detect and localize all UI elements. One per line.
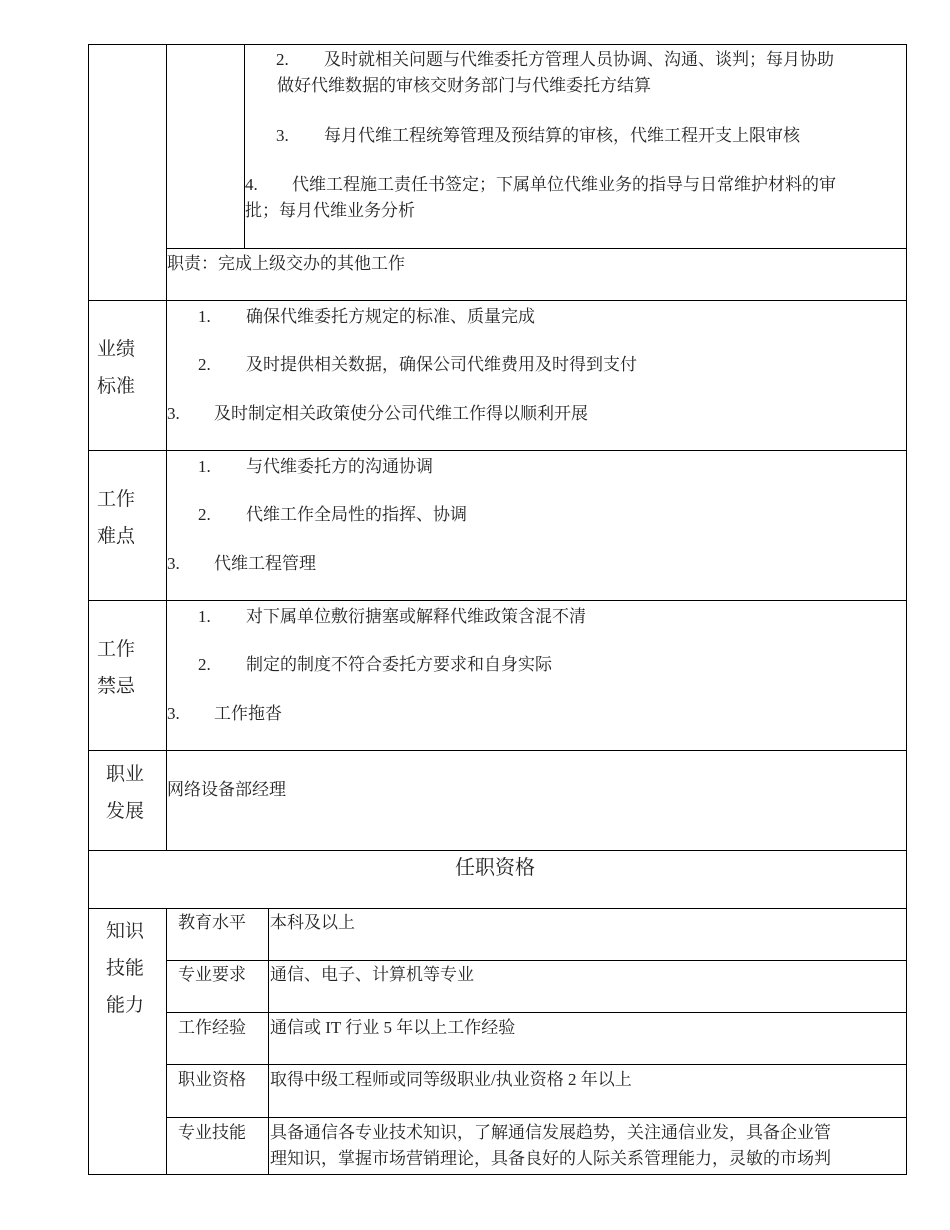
performance-item-1-number: 1. [198, 307, 211, 326]
difficulty-item-3-text: 代维工程管理 [214, 554, 316, 573]
skills-key: 专业技能 [178, 1123, 246, 1142]
certification-value: 取得中级工程师或同等级职业/执业资格 2 年以上 [270, 1070, 632, 1089]
duty-item-2-number: 2. [276, 50, 289, 69]
knowledge-label-1: 知识 [106, 921, 145, 942]
career-value: 网络设备部经理 [167, 780, 286, 799]
performance-item-2-text: 及时提供相关数据，确保公司代维费用及时得到支付 [246, 355, 637, 374]
label-column-divider-lower [166, 908, 167, 1175]
label-column-divider [166, 44, 167, 851]
career-label-1: 职业 [106, 764, 145, 785]
difficulty-item-2-number: 2. [198, 505, 211, 524]
taboo-label-1: 工作 [97, 639, 136, 660]
knowledge-row-divider-4 [166, 1117, 907, 1118]
border-right [906, 44, 907, 1175]
difficulty-label-1: 工作 [97, 489, 136, 510]
performance-item-3-text: 及时制定相关政策使分公司代维工作得以顺利开展 [214, 404, 588, 423]
knowledge-label-2: 技能 [106, 958, 145, 979]
row-divider-taboo [88, 600, 907, 601]
taboo-item-2-number: 2. [198, 655, 211, 674]
skills-value-line-2: 理知识，掌握市场营销理论，具备良好的人际关系管理能力，灵敏的市场判 [270, 1149, 831, 1168]
education-value: 本科及以上 [270, 913, 355, 932]
row-divider-duties [166, 248, 907, 249]
border-left [88, 44, 89, 1175]
border-top [88, 44, 907, 45]
taboo-item-2-text: 制定的制度不符合委托方要求和自身实际 [246, 655, 552, 674]
duty-item-2-line-1: 及时就相关问题与代维委托方管理人员协调、沟通、谈判；每月协助 [324, 50, 834, 69]
knowledge-label-3: 能力 [106, 995, 145, 1016]
qualification-heading: 任职资格 [455, 857, 535, 879]
duty-item-4-line-1: 代维工程施工责任书签定；下属单位代维业务的指导与日常维护材料的审 [292, 175, 836, 194]
difficulty-item-1-number: 1. [198, 457, 211, 476]
duty-item-3-text: 每月代维工程统筹管理及预结算的审核，代维工程开支上限审核 [324, 126, 800, 145]
knowledge-row-divider-3 [166, 1064, 907, 1065]
performance-label-2: 标准 [97, 376, 136, 397]
row-divider-qualification [88, 850, 907, 851]
certification-key: 职业资格 [178, 1070, 246, 1089]
education-key: 教育水平 [178, 913, 246, 932]
row-divider-knowledge [88, 908, 907, 909]
knowledge-row-divider-2 [166, 1012, 907, 1013]
performance-item-1-text: 确保代维委托方规定的标准、质量完成 [246, 307, 535, 326]
duty-item-3-number: 3. [276, 126, 289, 145]
border-bottom [88, 1174, 907, 1175]
row-divider-performance [88, 300, 907, 301]
skills-value-line-1: 具备通信各专业技术知识，了解通信发展趋势，关注通信业发，具备企业管 [270, 1123, 831, 1142]
difficulty-label-2: 难点 [97, 526, 136, 547]
knowledge-key-divider [268, 908, 269, 1175]
duty-other: 职责：完成上级交办的其他工作 [167, 254, 405, 273]
taboo-item-3-text: 工作拖沓 [214, 704, 282, 723]
duty-item-4-number: 4. [245, 175, 258, 194]
row-divider-difficulty [88, 450, 907, 451]
difficulty-item-3-number: 3. [167, 554, 180, 573]
major-value: 通信、电子、计算机等专业 [270, 965, 474, 984]
taboo-item-1-text: 对下属单位敷衍搪塞或解释代维政策含混不清 [246, 607, 586, 626]
experience-key: 工作经验 [178, 1018, 246, 1037]
taboo-label-2: 禁忌 [97, 676, 136, 697]
taboo-item-1-number: 1. [198, 607, 211, 626]
experience-value: 通信或 IT 行业 5 年以上工作经验 [270, 1018, 516, 1037]
performance-item-3-number: 3. [167, 404, 180, 423]
performance-label-1: 业绩 [97, 339, 136, 360]
duty-item-4-line-2: 批；每月代维业务分析 [245, 201, 415, 220]
taboo-item-3-number: 3. [167, 704, 180, 723]
career-label-2: 发展 [106, 801, 145, 822]
difficulty-item-2-text: 代维工作全局性的指挥、协调 [246, 505, 467, 524]
difficulty-item-1-text: 与代维委托方的沟通协调 [246, 457, 433, 476]
row-divider-career [88, 750, 907, 751]
duty-item-2-line-2: 做好代维数据的审核交财务部门与代维委托方结算 [277, 76, 651, 95]
major-key: 专业要求 [178, 965, 246, 984]
performance-item-2-number: 2. [198, 355, 211, 374]
knowledge-row-divider-1 [166, 960, 907, 961]
